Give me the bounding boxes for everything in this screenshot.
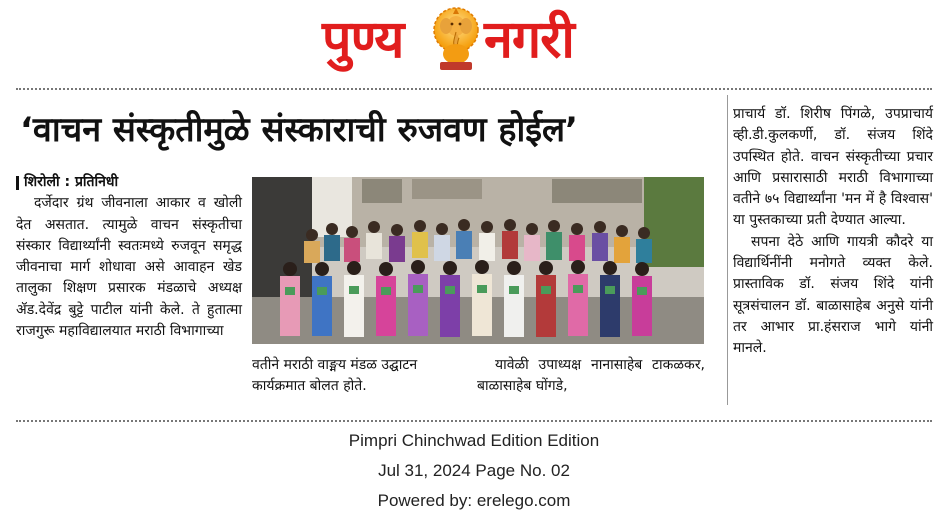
column-2-text: वतीने मराठी वाङ्मय मंडळ उद्घाटन कार्यक्रमात बोलत होते.: [252, 357, 418, 395]
article-column-4: [733, 104, 933, 360]
article-column-3: [477, 355, 705, 398]
column-divider: [727, 95, 728, 405]
ganesha-logo-icon: [432, 4, 480, 72]
dateline-bar: [16, 176, 19, 190]
column-4-paragraph-1: प्राचार्य डॉ. शिरीष पिंगळे, उपप्राचार्य व्ही.डी.कुलकर्णी, डॉ. संजय शिंदे उपस्थित होते. वाचन संस्कृतीच्या प्रचार आणि प्रसारासाठी मराठी विभागाच्या वतीने ७५ विद्यार्थ्यांना 'मन में है विश्वास' या पुस्तकाच्या प्रती देण्यात आल्या.: [733, 106, 933, 229]
top-divider: [16, 88, 932, 90]
group-photo-icon: [252, 177, 704, 344]
dateline-text: शिरोली : प्रतिनिधी: [24, 174, 119, 190]
footer-powered-by[interactable]: Powered by: erelego.com: [377, 491, 571, 510]
masthead-title-left: पुण्य: [322, 10, 404, 70]
article-headline: ‘वाचन संस्कृतीमुळे संस्काराची रुजवण होईल’: [20, 110, 578, 150]
column-4-paragraph-2: सपना देठे आणि गायत्री कौदरे या विद्यार्थिनींनी मनोगते व्यक्त केले. प्रास्ताविक डॉ. संजय शिंदे यांनी सूत्रसंचालन डॉ. बाळासाहेब अनुसे यांनी तर आभार प्रा.हंसराज भागे यांनी मानले.: [733, 233, 933, 357]
footer-date-page: Jul 31, 2024 Page No. 02: [378, 461, 570, 480]
masthead: [0, 0, 948, 80]
masthead-title-right: नगरी: [484, 10, 574, 70]
bottom-divider: [16, 420, 932, 422]
article-column-2: [252, 355, 464, 398]
article-column-1: [16, 172, 242, 342]
column-1-text: दर्जेदार ग्रंथ जीवनाला आकार व खोली देत असतात. त्यामुळे वाचन संस्कृतीचा संस्कार विद्यार्थ्यांनी स्वतःमध्ये रुजवून समृद्ध जीवनाचा मार्ग शोधावा असे आवाहन खेड तालुका शिक्षण प्रसारक मंडळाचे अध्यक्ष ॲड.देवेंद्र बुट्टे पाटील यांनी केले. ते हुतात्मा राजगुरू महाविद्यालयात मराठी विभागाच्या: [16, 195, 242, 340]
footer-edition: Pimpri Chinchwad Edition Edition: [348, 431, 600, 450]
dateline: [16, 172, 242, 193]
column-3-text: यावेळी उपाध्यक्ष नानासाहेब टाकळकर, बाळासाहेब घोंगडे,: [477, 357, 705, 395]
